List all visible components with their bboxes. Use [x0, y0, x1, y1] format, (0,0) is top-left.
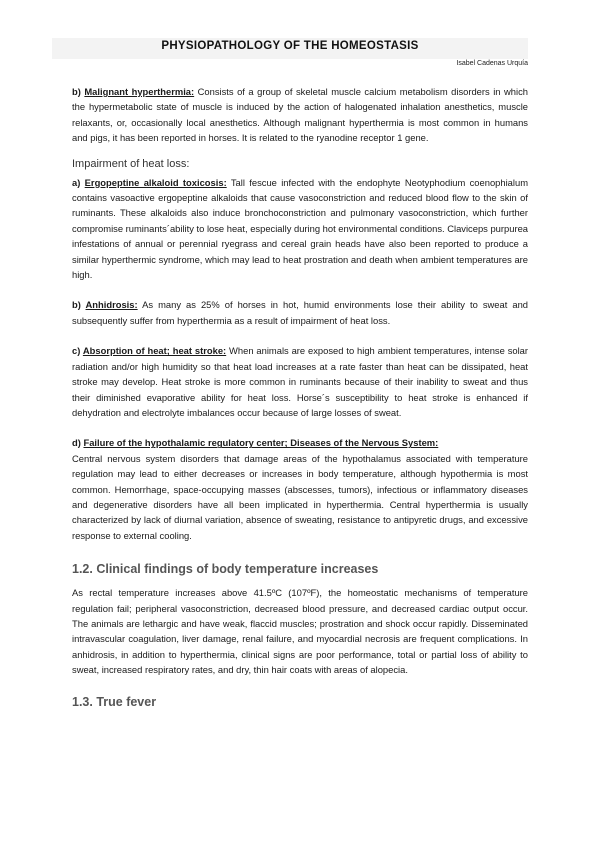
page-header-title: PHYSIOPATHOLOGY OF THE HOMEOSTASIS: [161, 40, 419, 52]
malignant-hyperthermia-paragraph: [72, 84, 528, 146]
heat-stroke-term: Absorption of heat; heat stroke:: [82, 345, 227, 357]
anhidrosis-term: Anhidrosis:: [85, 299, 138, 311]
heat-stroke-paragraph: c) Absorption of heat; heat stroke: When animals are exposed to high ambient temperatures, intense solar radiation and/or high humidity so that heat load increases at a rate faster than heat can be dissipated, heat stroke may develop. Heat stroke is more common in ruminants because of their inability to sweat and thus their diminished evaporative ability for heat loss. Horse´s susceptibility to heat stroke is enhanced if dehydration and electrolyte imbalances occur because of large losses of sweat.: [72, 345, 529, 418]
malignant-term: Malignant hyperthermia:: [84, 86, 195, 97]
impairment-heading: Impairment of heat loss:: [72, 157, 190, 170]
clinical-findings-heading: 1.2. Clinical findings of body temperature increases: [72, 562, 379, 577]
true-fever-heading: 1.3. True fever: [72, 694, 157, 709]
hypothalamic-paragraph: d) Failure of the hypothalamic regulatory center; Diseases of the Nervous System: Central nervous system disorders that damage areas of the hypothalamus associated with temperature regulation may lead to either decreases or increases in body temperature, although hypothermia is most common. Hemorrhage, space-occupying masses (abscesses, tumors), infectious or inflammatory diseases and degenerative disorders have all been implicated in hyperthermia. Central hyperthermia is usually characterized by lack of diurnal variation, absence of sweating, resistance to antipyretic drugs, and excessive response to external cooling.: [72, 437, 528, 541]
clinical-findings-paragraph: As rectal temperature increases above 41.5ºC (107ºF), the homeostatic mechanisms of temperature regulation fail; peripheral vasoconstriction, decreased blood pressure, and decreased cardiac output occur. The animals are lethargic and have weak, flaccid muscles; prostration and shock occur rapidly. Disseminated intravascular coagulation, liver damage, renal failure, and myocardial necrosis are frequent complications. In anhidrosis, in addition to hyperthermia, clinical signs are poor performance, total or partial loss of ability to sweat, increased respiratory rates, and dry, thin hair coats with areas of alopecia.: [72, 587, 528, 676]
malignant-text: Consists of a group of skeletal muscle calcium metabolism disorders in which the hypermetabolic state of muscle is induced by the action of halogenated inhalation anesthetics, muscle relaxants, or, occasionally local anesthetics. Although malignant hyperthermia is most common in humans and pigs, it has been reported in horses. It is related to the ryanodine receptor 1 gene.: [72, 86, 528, 144]
page-header-author: Isabel Cadenas Urquía: [456, 60, 528, 67]
document-body: [72, 84, 528, 710]
ergopeptine-paragraph: a) Ergopeptine alkaloid toxicosis: Tall fescue infected with the endophyte Neotyphodium coenophialum contains vasoactive ergopeptine alkaloids that cause vasoconstriction and reduced blood flow to the skin of ruminants. These alkaloids also induce bronchoconstriction and pulmonary vasoconstriction, which further compromise ruminants´ability to lose heat, especially during hot environmental conditions. Claviceps purpurea infestations of annual or perennial ryegrass and cereal grain heads have also been reported to produce a similar hyperthermic syndrome, which may lead to heat prostration and death when ambient temperatures are high.: [72, 176, 528, 281]
hypothalamic-term: Failure of the hypothalamic regulatory center; Diseases of the Nervous System:: [83, 437, 439, 449]
malignant-lead: b) Malignant hyperthermia:: [72, 86, 195, 97]
ergopeptine-term: Ergopeptine alkaloid toxicosis:: [84, 176, 227, 188]
anhidrosis-paragraph: b) Anhidrosis: As many as 25% of horses in hot, humid environments lose their ability to sweat and subsequently suffer from hyperthermia as a result of impairment of heat loss.: [72, 299, 529, 326]
